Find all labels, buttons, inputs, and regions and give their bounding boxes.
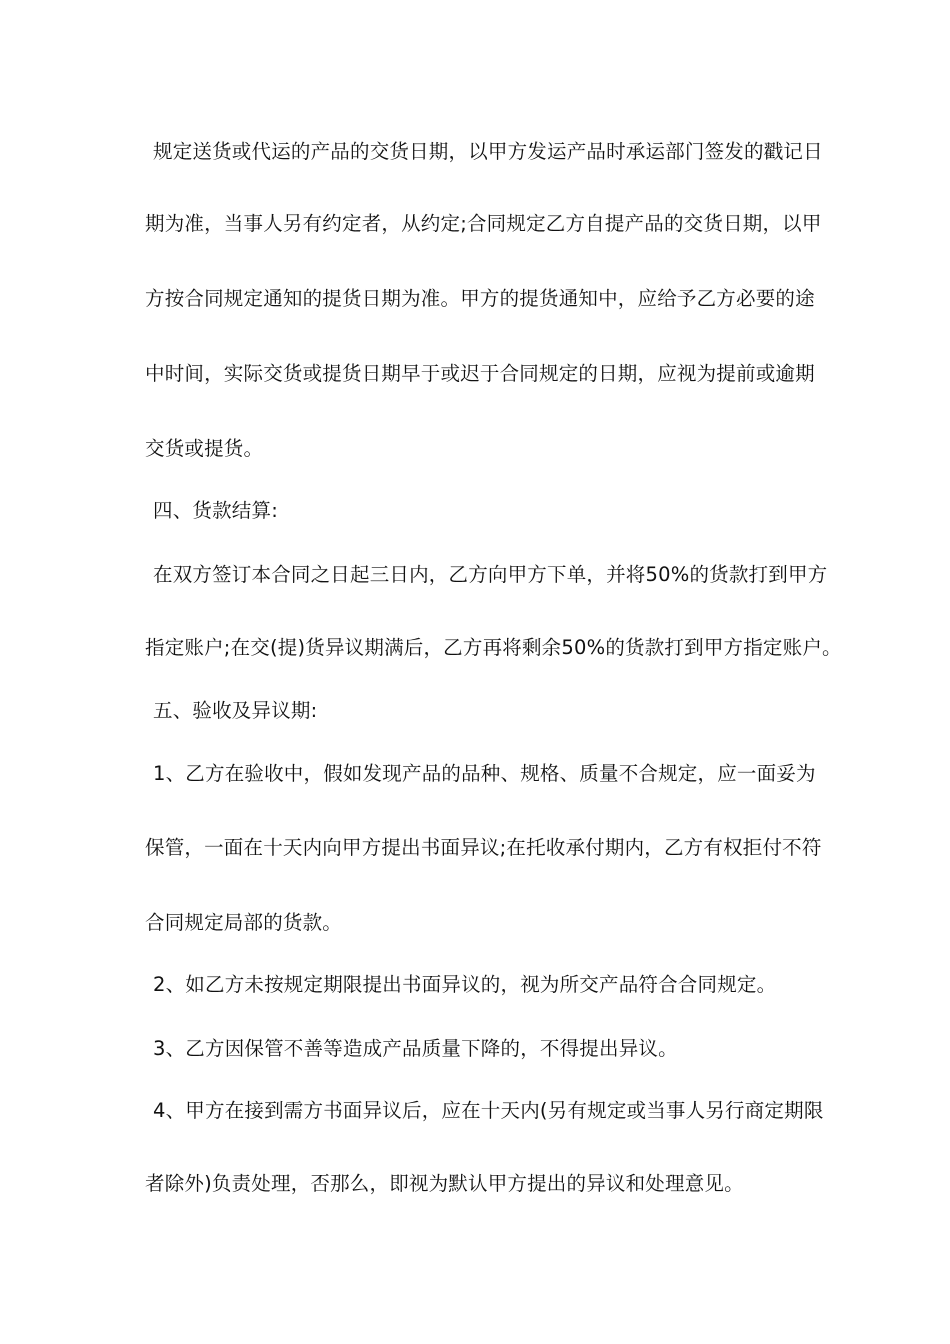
paragraph-payment-line-2: 指定账户;在交(提)货异议期满后，乙方再将剩余50%的货款打到甲方指定账户。	[145, 636, 842, 659]
clause-1-line-1: 1、乙方在验收中，假如发现产品的品种、规格、质量不合规定，应一面妥为	[153, 762, 816, 785]
paragraph-delivery-date-line-3: 方按合同规定通知的提货日期为准。甲方的提货通知中，应给予乙方必要的途	[145, 287, 815, 310]
clause-2: 2、如乙方未按规定期限提出书面异议的，视为所交产品符合合同规定。	[153, 973, 777, 996]
clause-4-line-2: 者除外)负责处理，否那么，即视为默认甲方提出的异议和处理意见。	[145, 1172, 744, 1195]
section-heading-acceptance: 五、验收及异议期:	[153, 699, 318, 722]
clause-3: 3、乙方因保管不善等造成产品质量下降的，不得提出异议。	[153, 1037, 678, 1060]
clause-1-line-2: 保管，一面在十天内向甲方提出书面异议;在托收承付期内，乙方有权拒付不符	[145, 836, 822, 859]
clause-1-line-3: 合同规定局部的货款。	[145, 911, 343, 934]
paragraph-delivery-date-line-2: 期为准，当事人另有约定者，从约定;合同规定乙方自提产品的交货日期，以甲	[145, 212, 822, 235]
paragraph-delivery-date-line-4: 中时间，实际交货或提货日期早于或迟于合同规定的日期，应视为提前或逾期	[145, 362, 815, 385]
paragraph-delivery-date-line-1: 规定送货或代运的产品的交货日期，以甲方发运产品时承运部门签发的戳记日	[153, 140, 823, 163]
clause-4-line-1: 4、甲方在接到需方书面异议后，应在十天内(另有规定或当事人另行商定期限	[153, 1099, 824, 1122]
paragraph-payment-line-1: 在双方签订本合同之日起三日内，乙方向甲方下单，并将50%的货款打到甲方	[153, 563, 828, 586]
paragraph-delivery-date-line-5: 交货或提货。	[145, 437, 264, 460]
section-heading-payment: 四、货款结算:	[153, 499, 278, 522]
